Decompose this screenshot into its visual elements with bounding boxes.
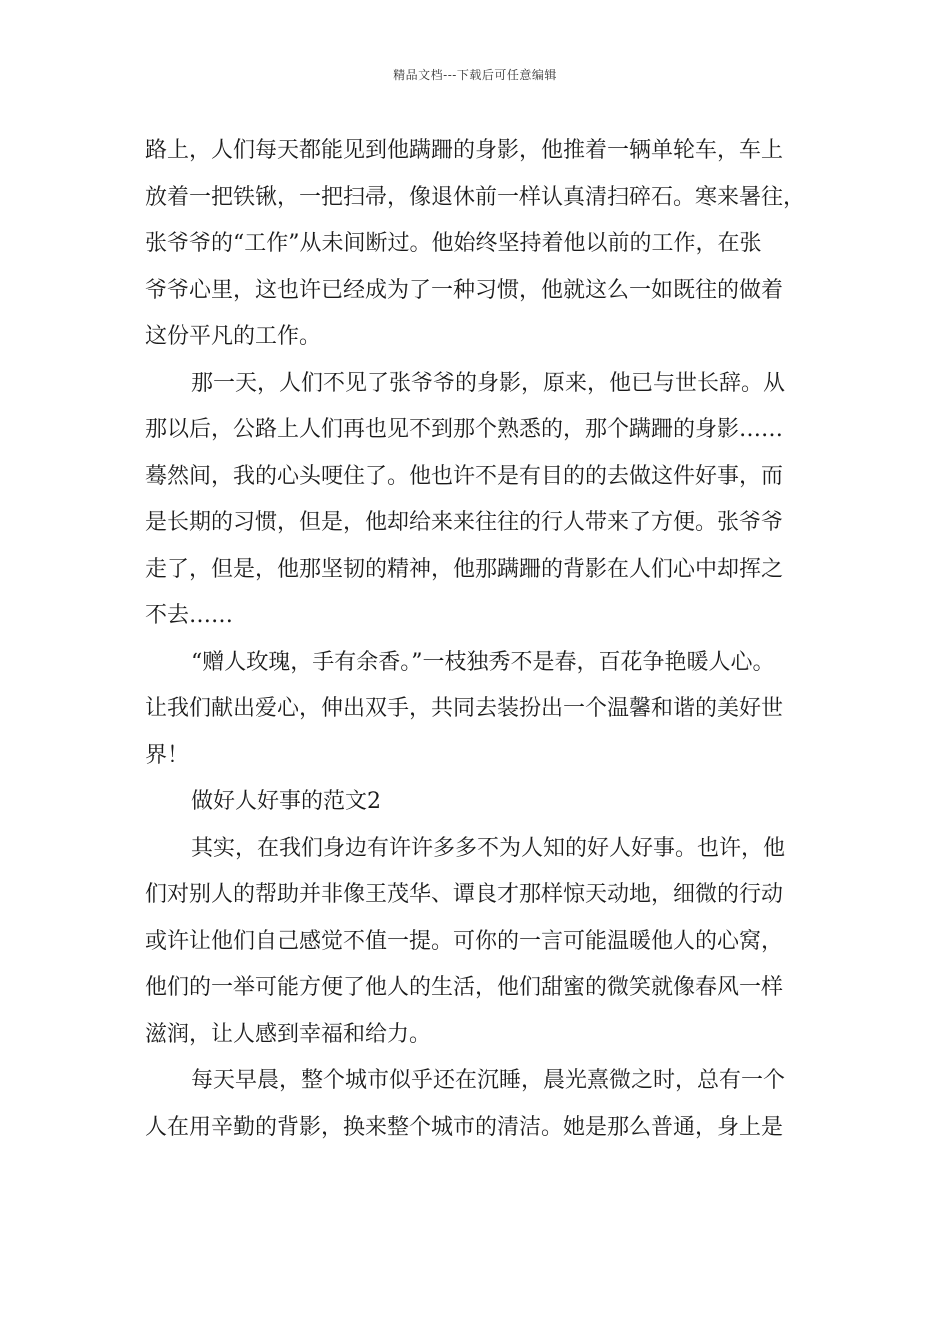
text-line: 让我们献出爱心，伸出双手，共同去装扮出一个温馨和谐的美好世: [145, 696, 784, 721]
text-line: 他们的一举可能方便了他人的生活，他们甜蜜的微笑就像春风一样: [145, 975, 784, 1000]
header-note: 精品文档---下载后可任意编辑: [393, 68, 557, 82]
text-line: 那以后，公路上人们再也见不到那个熟悉的，那个蹒跚的身影……: [145, 417, 784, 442]
body-text: [145, 128, 815, 1151]
text-line: 张爷爷的“工作”从未间断过。他始终坚持着他以前的工作，在张: [145, 231, 762, 256]
paragraph-start-line: “赠人玫瑰，手有余香。”一枝独秀不是春，百花争艳暖人心。: [191, 649, 775, 675]
text-line: 们对别人的帮助并非像王茂华、谭良才那样惊天动地，细微的行动: [145, 882, 784, 907]
text-line: 人在用辛勤的背影，换来整个城市的清洁。她是那么普通，身上是: [145, 1114, 784, 1140]
text-line: 爷爷心里，这也许已经成为了一种习惯，他就这么一如既往的做着: [145, 277, 784, 303]
paragraph-start-line: 那一天，人们不见了张爷爷的身影，原来，他已与世长辞。从: [191, 370, 786, 396]
text-line: 或许让他们自己感觉不值一提。可你的一言可能温暖他人的心窝，: [145, 928, 784, 954]
paragraph-start-line: 其实，在我们身边有许许多多不为人知的好人好事。也许，他: [191, 835, 786, 861]
text-line: 是长期的习惯，但是，他却给来来往往的行人带来了方便。张爷爷: [145, 510, 784, 535]
paragraph-start-line: 每天早晨，整个城市似乎还在沉睡，晨光熹微之时，总有一个: [191, 1068, 786, 1093]
text-line: 界！: [145, 742, 190, 768]
text-line: 走了，但是，他那坚韧的精神，他那蹒跚的背影在人们心中却挥之: [145, 556, 784, 582]
text-line: 路上，人们每天都能见到他蹒跚的身影，他推着一辆单轮车，车上: [145, 138, 784, 163]
text-line: 滋润，让人感到幸福和给力。: [145, 1021, 432, 1047]
text-line: 不去……: [145, 603, 234, 628]
text-line: 这份平凡的工作。: [145, 324, 322, 349]
text-line: 放着一把铁锹，一把扫帚，像退休前一样认真清扫碎石。寒来暑往，: [145, 184, 806, 210]
text-line: 蓦然间，我的心头哽住了。他也许不是有目的的去做这件好事，而: [145, 463, 784, 489]
section-heading: 做好人好事的范文2: [191, 789, 381, 814]
